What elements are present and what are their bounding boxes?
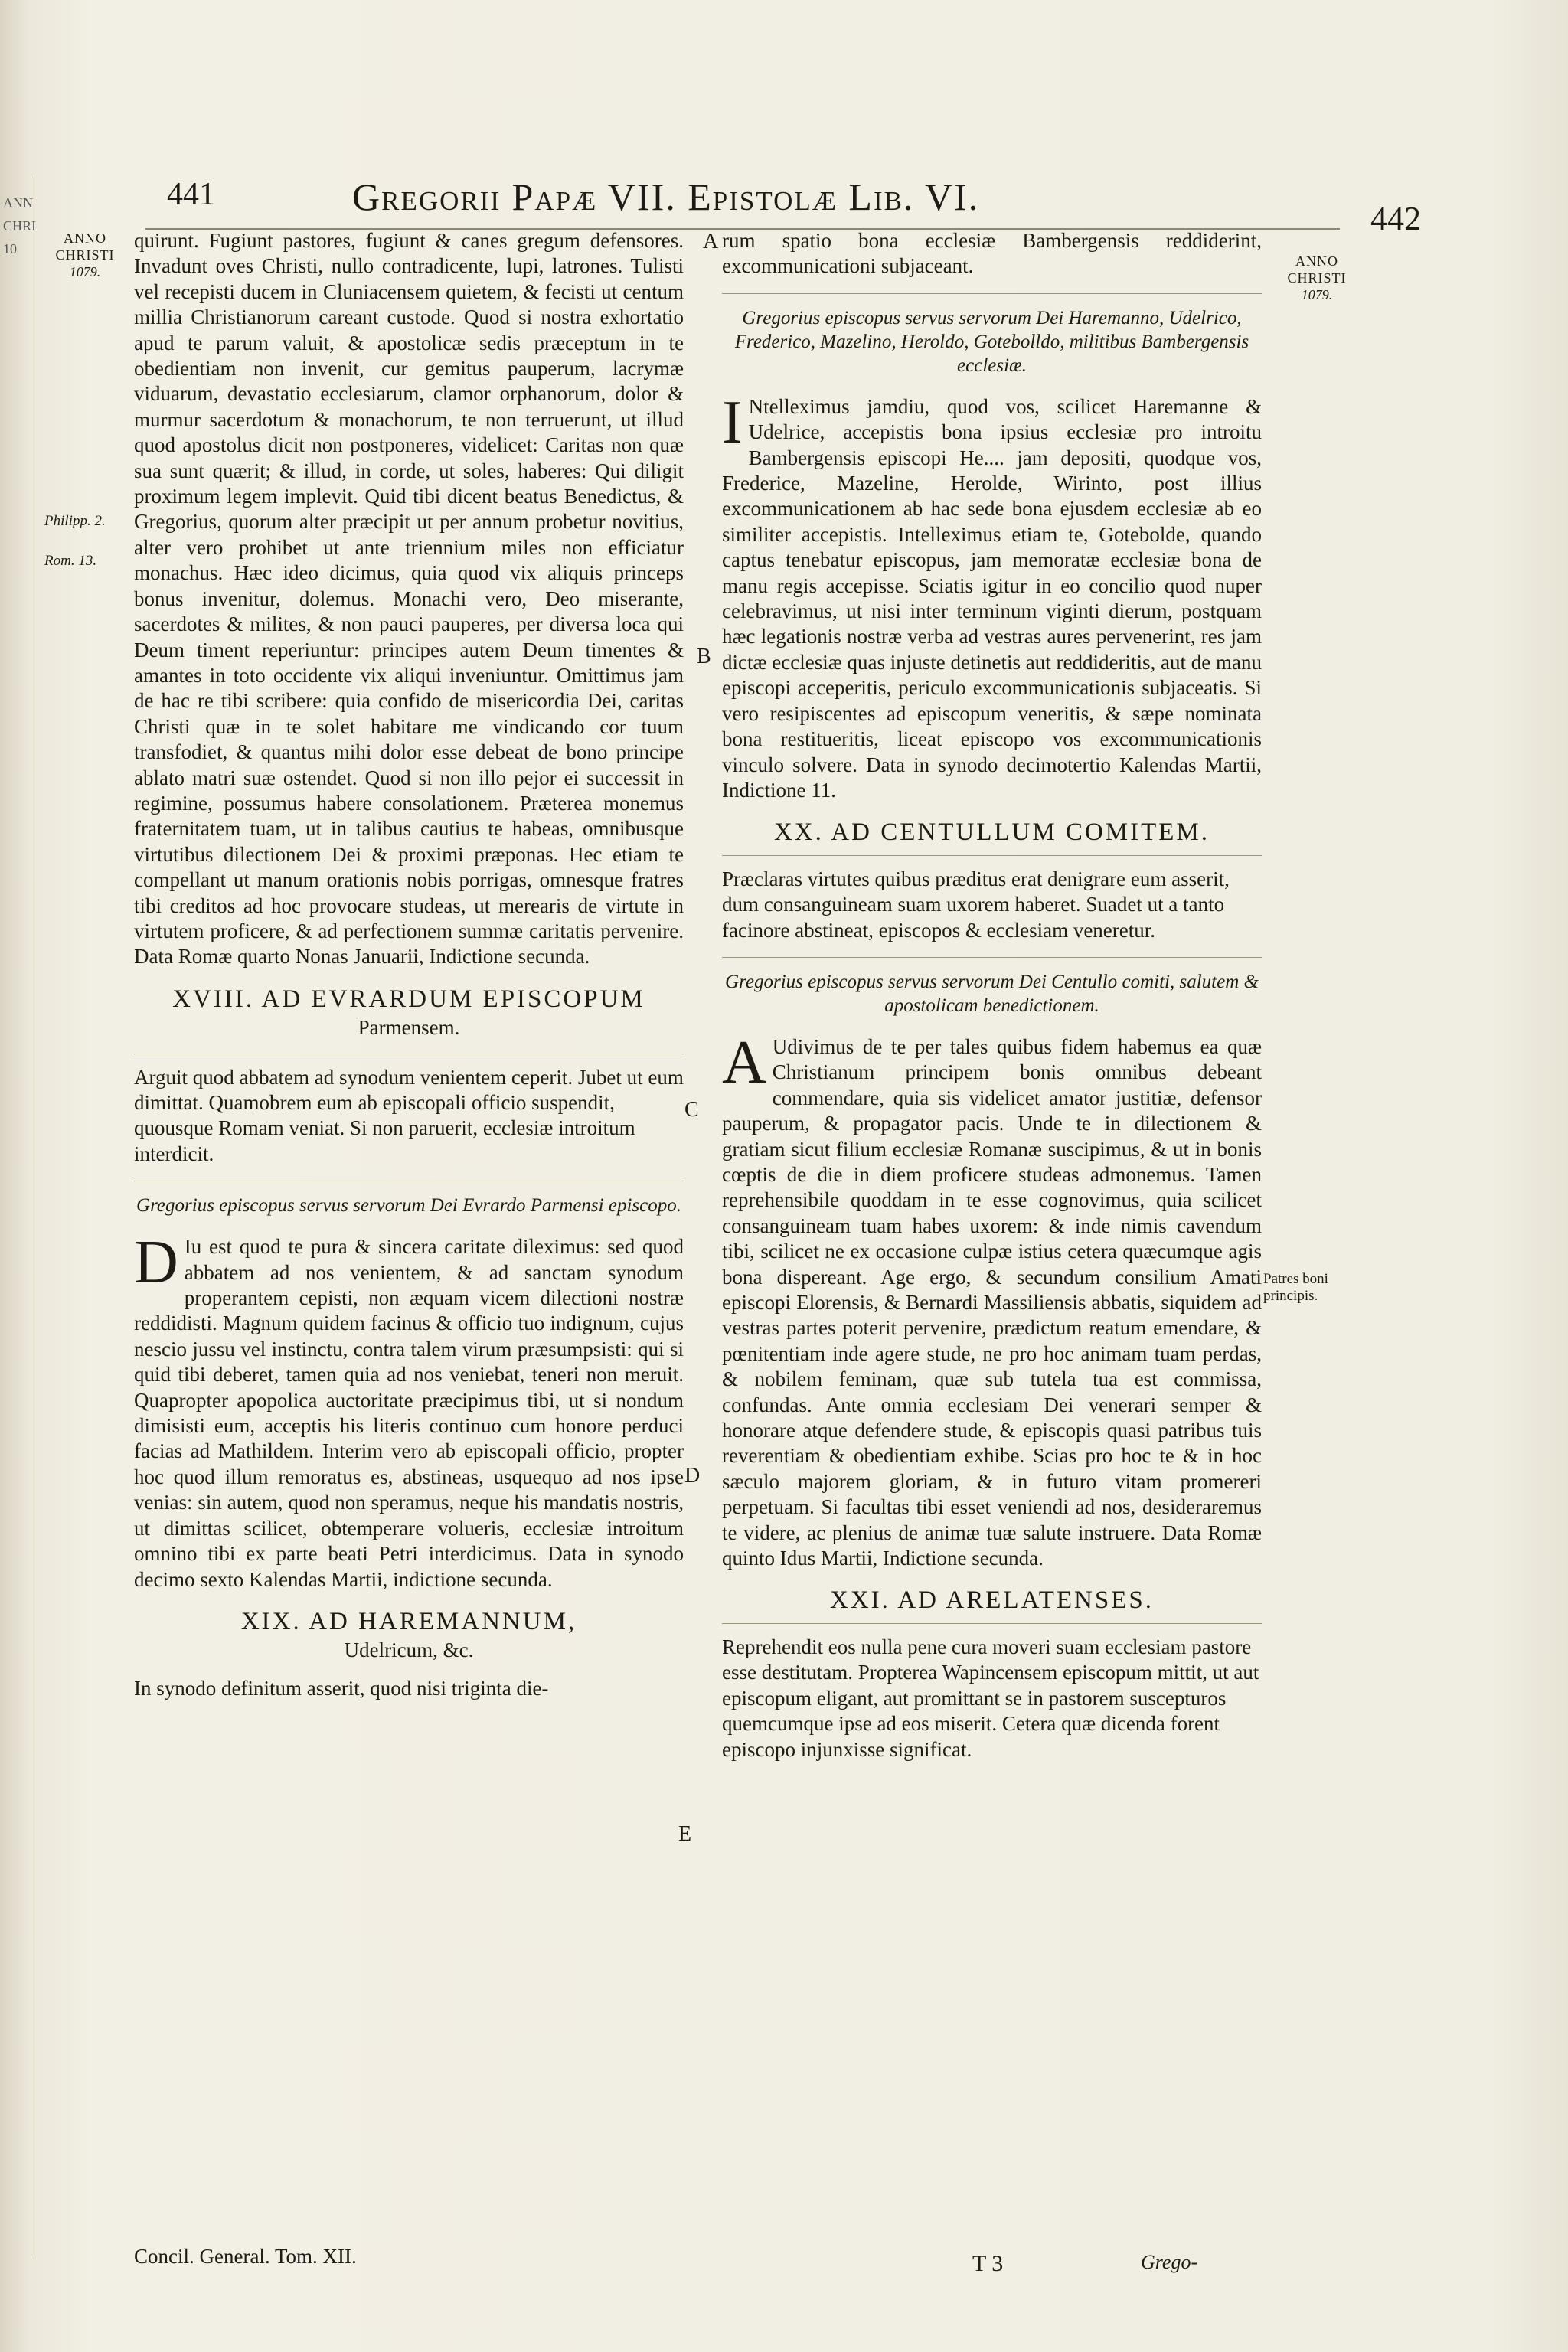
catchword: Grego- <box>1141 2251 1198 2273</box>
margin-ref-philipp: Philipp. 2. <box>44 513 106 529</box>
left-column <box>134 228 684 1715</box>
footer-reference: Concil. General. Tom. XII. <box>134 2245 357 2268</box>
letter-continuation: rum spatio bona ecclesiæ Bambergensis reddiderint, excommunicationi subjaceant. <box>722 229 1262 278</box>
section-letter-a: A <box>703 230 719 253</box>
letter-salutation-xx: Gregorius episcopus servus servorum Dei Centullo comiti, salutem & apostolicam benedictionem. <box>722 957 1262 1018</box>
adjacent-page-gutter <box>0 176 37 2259</box>
signature-mark: T 3 <box>972 2251 1004 2276</box>
letter-body-xviii <box>134 1229 684 1592</box>
letter-heading-xxi: XXI. AD ARELATENSES. <box>829 1586 1155 1615</box>
running-header <box>153 170 1455 237</box>
gutter-text: ANN <box>3 195 33 211</box>
section-letter-e: E <box>678 1822 692 1846</box>
letter-summary-xix: In synodo definitum asserit, quod nisi triginta die- <box>134 1676 549 1700</box>
letter-body-xix <box>722 388 1262 804</box>
letter-body-text: Ntelleximus jamdiu, quod vos, scilicet Haremanne & Udelrice, accepistis bona ipsius ecclesiæ pro introitu Bambergensis episcopi He.... jam depositi, quodque vos, Frederice, Mazeline, Herolde, Wirinto, post illius excommunicationem ab hac sede bona ejusdem ecclesiæ ab eo similiter accepistis. Intelleximus etiam te, Gotebolde, quando captus tenebatur episcopus, jam memoratæ ecclesiæ bona de manu regis accepisse. Sciatis igitur in eo concilio quod nuper celebravimus, ut nisi inter terminum viginti dierum, postquam hæc legationis nostræ verba ad vestras aures pervenerint, res jam dictæ ecclesiæ quas injuste detinetis aut reddideritis, aut de manu episcopi acceperitis, periculo excommunicationis subjaceatis. Si vero resipiscentes ad episcopum veneritis, & sæpe nominata bona restitueritis, liceat episcopo vos excommunicationis vinculo solvere. Data in synodo decimotertio Kalendas Martii, Indictione 11. <box>722 394 1262 802</box>
section-letter-c: C <box>684 1098 699 1122</box>
section-letter-b: B <box>697 645 711 668</box>
letter-body-text: Iu est quod te pura & sincera caritate dileximus: sed quod abbatem ad nos venientem, & ad sanctam synodum properantem cepisti, non æquam vicem dilectioni nostræ reddidisti. Magnum quidem facinus & officio tuo indignum, cujus nescio jussu vel instinctu, contra talem virum præsumpsisti: qui si quid tibi deberet, tamen quia ad nos veniebat, teneri non meruit. Quapropter apopolica auctoritate præcipimus tibi, ut si nondum dimisisti eum, acceptis his literis continuo cum honore perduci facias ad Mathildem. Interim vero ab episcopali officio, propter hoc quod illum remoratus es, abstineas, usquequo ad nos ipse venias: sin autem, quod non speramus, neque his mandatis nostris, ut dimittas scilicet, obtemperare volueris, ecclesiæ introitum omnino tibi ex parte beati Petri interdicimus. Data in synodo decimo sexto Kalendas Martii, indictione secunda. <box>134 1235 684 1591</box>
letter-summary-xxi: Reprehendit eos nulla pene cura moveri suam ecclesiam pastore esse destitutam. Propterea Wapincensem episcopum mittit, ut aut episcopum eligant, aut promittant se in pastorem suscepturos quemcumque ipse ad eos miserit. Cetera quæ dicenda forent episcopo injunxisse significat. <box>722 1623 1262 1762</box>
anno-label: ANNO <box>64 230 106 246</box>
margin-ref-rom: Rom. 13. <box>44 553 97 569</box>
drop-initial: D <box>134 1229 178 1297</box>
year-note-right <box>1271 253 1363 303</box>
letter-body-xx <box>722 1028 1262 1572</box>
running-title: Gregorii Papæ VII. Epistolæ Lib. VI. <box>352 175 980 218</box>
christi-label: CHRISTI <box>55 247 115 263</box>
christi-label: CHRISTI <box>1287 270 1347 286</box>
letter-heading-xviii: XVIII. AD EVRARDUM EPISCOPUM <box>172 985 645 1013</box>
margin-ref-patres <box>1263 1271 1328 1305</box>
letter-subheading-xviii: Parmensem. <box>358 1016 460 1040</box>
anno-label: ANNO <box>1295 253 1338 269</box>
letter-summary-xx: Præclaras virtutes quibus præditus erat denigrare eum asserit, dum consanguineam suam uxorem haberet. Suadet ut a tanto facinore abstineat, episcopos & ecclesiam veneretur. <box>722 855 1262 943</box>
drop-initial: I <box>722 388 743 456</box>
page-number-left: 441 <box>167 177 215 212</box>
letter-continuation: quirunt. Fugiunt pastores, fugiunt & canes gregum defensores. Invadunt oves Christi, nullo contradicente, lupi, latrones. Tulisti vel recepisti ducem in Cluniacensem quietem, & fecisti ut centum millia Christianorum careant custode. Quod si nostra exhortatio apud te parum valuit, & apostolicæ sedis præceptum in te obedientiam non invenit, cur gemitus pauperum, lacrymæ viduarum, devastatio ecclesiarum, clamor orphanorum, dolor & murmur sacerdotum & monachorum, te non terruerunt, ut illud quod apostolus dicit non postponeres, videlicet: Caritas non quæ sua sunt quærit; & illud, in corde, ut soles, haberes: Qui diligit proximum legem implevit. Quid tibi dicent beatus Benedictus, & Gregorius, quorum alter præcipit ut per annum probetur novitius, alter vero prohibet ut ante triennium miles non efficiatur monachus. Hæc ideo dicimus, quia quod vix aliquis princeps bonus invenitur, dolemus. Monachi vero, Deo miserante, sacerdotes & milites, & non pauci pauperes, per diversa loca qui Deum timent reperiuntur: principes autem Deum timentes & amantes in toto occidente vix aliqui inveniuntur. Omittimus jam de hac re tibi scribere: quia confido de misericordia Dei, caritas Christi quæ in te solet habitare me vindicando cor tuum transfodiet, & quantus mihi dolor esse debeat de bono principe ablato matri suæ ostendet. Quod si non illo pejor ei successit in regimine, possumus habere consolationem. Præterea monemus fraternitatem tuam, ut in talibus cautius te habeas, omnibusque virtutibus dilectionem Dei & proximi præponas. Hec etiam te compellant ut manum orationis nobis porrigas, omnesque fratres tibi creditos ad hoc provocare studeas, ut merearis de virtute in virtutem proficere, & ad perfectionem summæ caritatis pervenire. Data Romæ quarto Nonas Januarii, Indictione secunda. <box>134 229 684 969</box>
letter-heading-xix: XIX. AD HAREMANNUM, <box>240 1607 577 1635</box>
drop-initial: A <box>722 1028 766 1096</box>
letter-body-text: Udivimus de te per tales quibus fidem habemus ea quæ Christianum principem bonis omnibus debeant commendare, quia sis videlicet amator justitiæ, defensor pauperum, & propagator pacis. Unde te in dilectionem & gratiam sicut filium ecclesiæ Romanæ suscipimus, & ut in bonis cœptis de die in diem proficere studeas admonemus. Tamen reprehensibile quoddam in te esse cognovimus, quia scilicet consanguineam tuam habes uxorem: & inde nimis cavendum tibi, scilicet ne ex occasione culpæ istius cetera quæcumque agis bona dispereant. Age ergo, & secundum consilium Amati episcopi Elorensis, & Bernardi Massiliensis abbatis, siquidem ad vestras partes poterit pervenire, prædictum reatum emendare, & pœnitentiam inde agere stude, ne pro hoc animam tuam perdas, & nobilem feminam, quæ sub tutela tua est commissa, confundas. Ante omnia ecclesiam Dei venerari semper & honorare atque defendere stude, & episcopis quasi patribus tuis reverentiam & obedientiam exhibe. Scias pro hoc te & in hoc sæculo majorem gloriam, & in futuro vitam promereri perpetuam. Si facultas tibi esset veniendi ad nos, desideraremus te videre, ac plenius de animæ tuæ salute instruere. Data Romæ quinto Idus Martii, Indictione secunda. <box>722 1034 1262 1570</box>
letter-summary-xviii: Arguit quod abbatem ad synodum venientem ceperit. Jubet ut eum dimittat. Quamobrem eum ab episcopali officio suspendit, quousque Romam veniat. Si non paruerit, ecclesiæ introitum interdicit. <box>134 1054 684 1168</box>
section-letter-d: D <box>684 1464 701 1488</box>
gutter-text: 10 <box>3 241 17 256</box>
gutter-text: CHRI <box>3 218 37 234</box>
year-label: 1079. <box>69 264 101 279</box>
letter-heading-xx: XX. AD CENTULLUM COMITEM. <box>773 818 1210 847</box>
letter-salutation-xix: Gregorius episcopus servus servorum Dei Haremanno, Udelrico, Frederico, Mazelino, Heroldo, Gotebolldo, militibus Bambergensis ecclesiæ. <box>722 293 1262 377</box>
margin-ref-line: Patres boni <box>1263 1271 1328 1287</box>
letter-salutation-xviii: Gregorius episcopus servus servorum Dei Evrardo Parmensi episcopo. <box>134 1181 684 1217</box>
letter-subheading-xix: Udelricum, &c. <box>344 1638 474 1662</box>
margin-ref-line: principis. <box>1263 1288 1318 1304</box>
right-column <box>722 228 1262 1776</box>
year-label: 1079. <box>1301 287 1333 302</box>
year-note-left <box>43 230 127 280</box>
page-number-right: 442 <box>1370 200 1421 237</box>
